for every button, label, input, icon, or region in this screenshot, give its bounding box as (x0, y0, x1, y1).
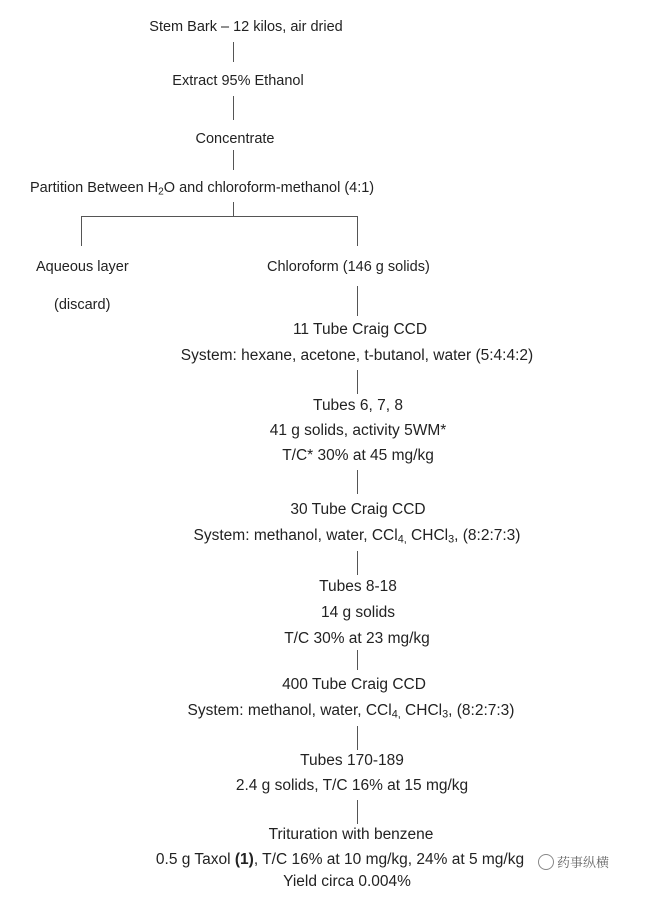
taxol-compound-number: (1) (234, 851, 254, 868)
ccd30-system-text: CHCl (406, 527, 449, 544)
step-ccd30-title: 30 Tube Craig CCD (290, 501, 426, 518)
connector-line (357, 370, 358, 394)
step-tubes-678: Tubes 6, 7, 8 (313, 397, 403, 414)
step-concentrate: Concentrate (195, 131, 275, 147)
step-discard: (discard) (54, 297, 111, 313)
wechat-icon (538, 854, 554, 870)
step-tubes-170: Tubes 170-189 (300, 752, 404, 769)
partition-text: Partition Between H (30, 180, 159, 196)
step-aqueous-layer: Aqueous layer (36, 259, 129, 275)
taxol-text-rest: , T/C 16% at 10 mg/kg, 24% at 5 mg/kg (253, 851, 525, 868)
step-extract: Extract 95% Ethanol (172, 73, 304, 89)
connector-line (357, 650, 358, 670)
ccd400-subscript: 4, (391, 708, 401, 721)
connector-line (357, 551, 358, 575)
branch-right-line (357, 216, 358, 246)
step-trituration: Trituration with benzene (268, 826, 434, 843)
connector-line (357, 800, 358, 824)
watermark-text: 药事纵横 (557, 855, 610, 870)
step-ccd400-system (188, 702, 515, 720)
branch-line (81, 216, 358, 217)
step-partition (30, 180, 374, 197)
connector-line (233, 42, 234, 62)
branch-left-line (81, 216, 82, 246)
ccd30-system-text: , (8:2:7:3) (454, 527, 521, 544)
connector-line (233, 202, 234, 216)
partition-subscript: 2 (158, 186, 164, 198)
watermark (538, 852, 609, 871)
step-taxol (156, 851, 524, 869)
ccd400-subscript: 3 (442, 708, 449, 721)
connector-line (357, 726, 358, 750)
step-tubes-818-solids: 14 g solids (320, 604, 396, 621)
step-tubes-678-solids: 41 g solids, activity 5WM* (269, 422, 447, 439)
ccd400-system-text: , (8:2:7:3) (448, 702, 515, 719)
step-stem-bark: Stem Bark – 12 kilos, air dried (149, 19, 343, 35)
ccd30-system-text: System: methanol, water, CCl (193, 527, 398, 544)
connector-line (233, 150, 234, 170)
step-ccd11-title: 11 Tube Craig CCD (292, 321, 428, 338)
connector-line (357, 286, 358, 316)
partition-text-rest: O and chloroform-methanol (4:1) (163, 180, 375, 196)
connector-line (233, 96, 234, 120)
taxol-text: 0.5 g Taxol (155, 851, 235, 868)
step-yield: Yield circa 0.004% (283, 873, 411, 890)
step-ccd11-system: System: hexane, acetone, t-butanol, water (5:4:4:2) (180, 347, 534, 364)
step-ccd30-system (194, 527, 521, 545)
ccd400-system-text: CHCl (400, 702, 443, 719)
step-chloroform: Chloroform (146 g solids) (267, 259, 430, 275)
ccd30-subscript: 3 (448, 533, 455, 546)
step-tubes-170-detail: 2.4 g solids, T/C 16% at 15 mg/kg (235, 777, 469, 794)
step-tubes-678-tc: T/C* 30% at 45 mg/kg (282, 447, 434, 464)
step-tubes-818: Tubes 8-18 (319, 578, 397, 595)
ccd400-system-text: System: methanol, water, CCl (187, 702, 392, 719)
ccd30-subscript: 4, (397, 533, 407, 546)
step-tubes-818-tc: T/C 30% at 23 mg/kg (284, 630, 430, 647)
connector-line (357, 470, 358, 494)
step-ccd400-title: 400 Tube Craig CCD (282, 676, 426, 693)
